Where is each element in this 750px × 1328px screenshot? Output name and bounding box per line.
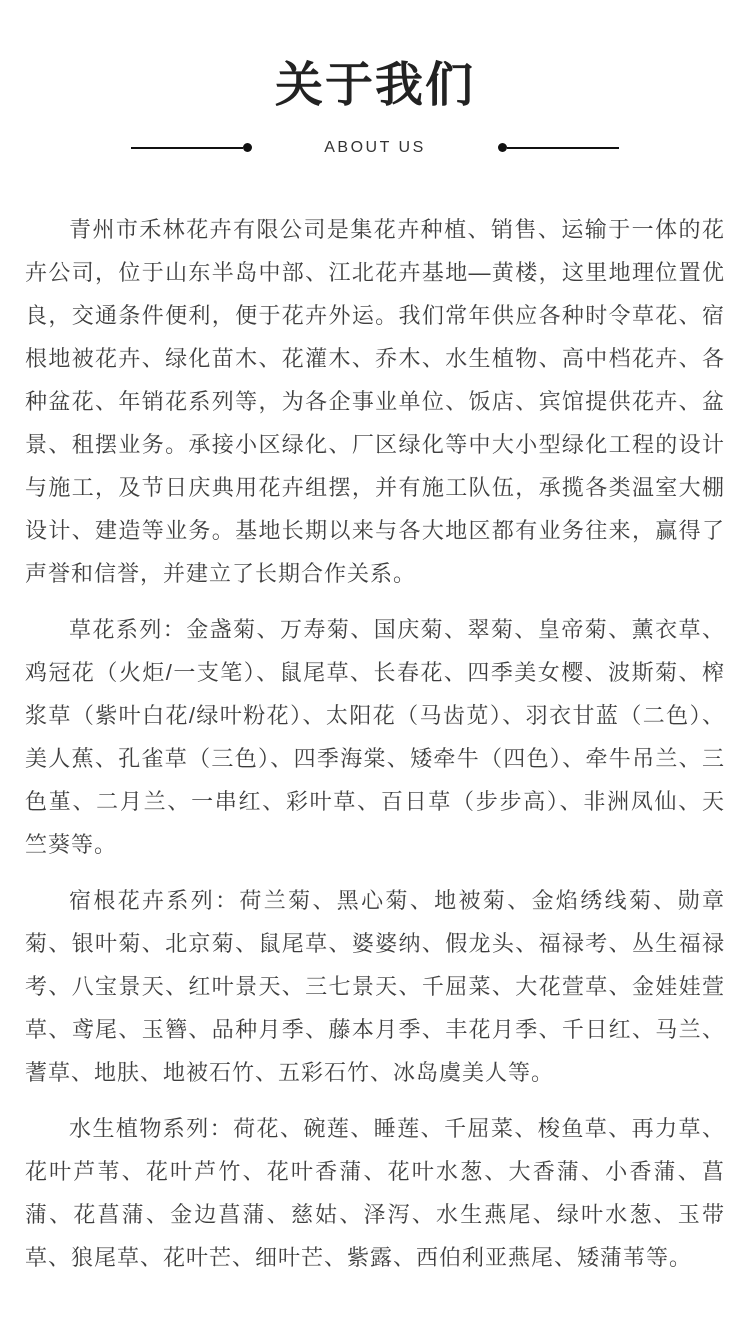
divider-line-left (131, 147, 243, 149)
divider-line-right (507, 147, 619, 149)
paragraph-company-intro: 青州市禾林花卉有限公司是集花卉种植、销售、运输于一体的花卉公司，位于山东半岛中部、江北花卉基地—黄楼，这里地理位置优良，交通条件便利，便于花卉外运。我们常年供应各种时令草花、宿根地被花卉、绿化苗木、花灌木、乔木、水生植物、高中档花卉、各种盆花、年销花系列等，为各企事业单位、饭店、宾馆提供花卉、盆景、租摆业务。承接小区绿化、厂区绿化等中大小型绿化工程的设计与施工，及节日庆典用花卉组摆，并有施工队伍，承揽各类温室大棚设计、建造等业务。基地长期以来与各大地区都有业务往来，赢得了声誉和信誉，并建立了长期合作关系。 (25, 217, 725, 586)
divider-dot-left (243, 143, 252, 152)
divider-dot-right (498, 143, 507, 152)
page-title: 关于我们 (274, 59, 475, 112)
paragraph-grass-flower-series: 草花系列：金盏菊、万寿菊、国庆菊、翠菊、皇帝菊、薰衣草、鸡冠花（火炬/一支笔）、鼠尾草、长春花、四季美女樱、波斯菊、榨浆草（紫叶白花/绿叶粉花）、太阳花（马齿苋）、羽衣甘蓝（二色）、美人蕉、孔雀草（三色）、四季海棠、矮牵牛（四色）、牵牛吊兰、三色堇、二月兰、一串红、彩叶草、百日草（步步高）、非洲凤仙、天竺葵等。 (25, 617, 725, 857)
paragraph-perennial-flower-series: 宿根花卉系列：荷兰菊、黑心菊、地被菊、金焰绣线菊、勋章菊、银叶菊、北京菊、鼠尾草、婆婆纳、假龙头、福禄考、丛生福禄考、八宝景天、红叶景天、三七景天、千屈菜、大花萱草、金娃娃萱草、鸢尾、玉簪、品种月季、藤本月季、丰花月季、千日红、马兰、蓍草、地肤、地被石竹、五彩石竹、冰岛虞美人等。 (25, 888, 725, 1085)
paragraph-aquatic-plant-series: 水生植物系列：荷花、碗莲、睡莲、千屈菜、梭鱼草、再力草、花叶芦苇、花叶芦竹、花叶香蒲、花叶水葱、大香蒲、小香蒲、菖蒲、花菖蒲、金边菖蒲、慈姑、泽泻、水生燕尾、绿叶水葱、玉带草、狼尾草、花叶芒、细叶芒、紫露、西伯利亚燕尾、矮蒲苇等。 (25, 1116, 725, 1270)
about-text-body (0, 208, 750, 1279)
subtitle-divider (0, 138, 750, 157)
section-subtitle: ABOUT US (324, 139, 426, 156)
section-header (0, 0, 750, 157)
